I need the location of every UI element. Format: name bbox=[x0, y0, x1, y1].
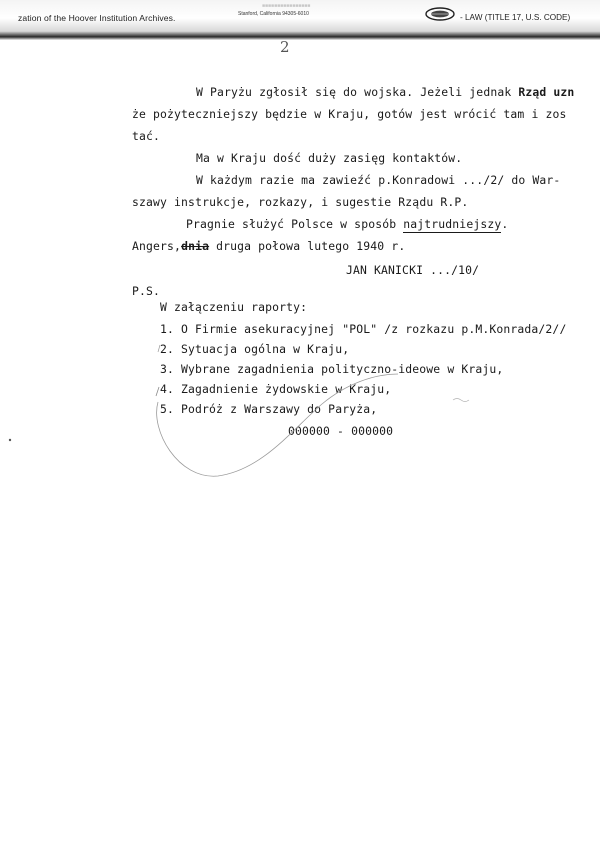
attachment-item-4: 4. Zagadnienie żydowskie w Kraju, bbox=[160, 382, 392, 396]
date-place: Angers, bbox=[132, 239, 182, 253]
attachment-item-5: 5. Podróż z Warszawy do Paryża, bbox=[160, 402, 378, 416]
archive-notice-left: zation of the Hoover Institution Archives. bbox=[18, 13, 176, 23]
body-line-5: W każdym razie ma zawieźć p.Konradowi .../2/ do War- bbox=[196, 173, 561, 187]
page-mark: 2 bbox=[280, 38, 290, 56]
end-mark: 000000 - 000000 bbox=[288, 424, 394, 438]
postscript-label: P.S. bbox=[132, 284, 161, 298]
date-struck-word: dnia bbox=[181, 239, 210, 253]
archive-place: Stanford, California 94305-6010 bbox=[238, 11, 309, 17]
body-line-1b: Rząd uzn bbox=[518, 85, 575, 99]
archive-notice-right: - LAW (TITLE 17, U.S. CODE) bbox=[460, 13, 571, 22]
date-text: druga połowa lutego bbox=[216, 239, 350, 253]
attachment-item-1: 1. O Firmie asekuracyjnej "POL" /z rozkazu p.M.Konrada/2// bbox=[160, 322, 567, 336]
body-line-1a: W Paryżu zgłosił się do wojska. Jeżeli jednak bbox=[196, 85, 512, 99]
date-year: 1940 r. bbox=[356, 239, 406, 253]
body-line-3: tać. bbox=[132, 129, 161, 143]
body-line-7c: . bbox=[501, 217, 509, 231]
archive-place-faded: ■■■■■■■■■■■■■■■■ bbox=[262, 3, 311, 9]
attachment-item-2: 2. Sytuacja ogólna w Kraju, bbox=[160, 342, 350, 356]
body-line-7a: Pragnie służyć Polsce w sposób bbox=[186, 217, 397, 231]
signature: JAN KANICKI .../10/ bbox=[346, 263, 480, 277]
body-line-4: Ma w Kraju dość duży zasięg kontaktów. bbox=[196, 151, 463, 165]
postscript-intro: W załączeniu raporty: bbox=[160, 300, 308, 314]
underlined-word: najtrudniejszy bbox=[403, 217, 502, 231]
attachment-item-3: 3. Wybrane zagadnienia polityczno-ideowe w Kraju, bbox=[160, 362, 504, 376]
body-line-6: szawy instrukcje, rozkazy, i sugestie Rządu R.P. bbox=[132, 195, 469, 209]
body-line-2: że pożyteczniejszy będzie w Kraju, gotów jest wrócić tam i zos bbox=[132, 107, 567, 121]
